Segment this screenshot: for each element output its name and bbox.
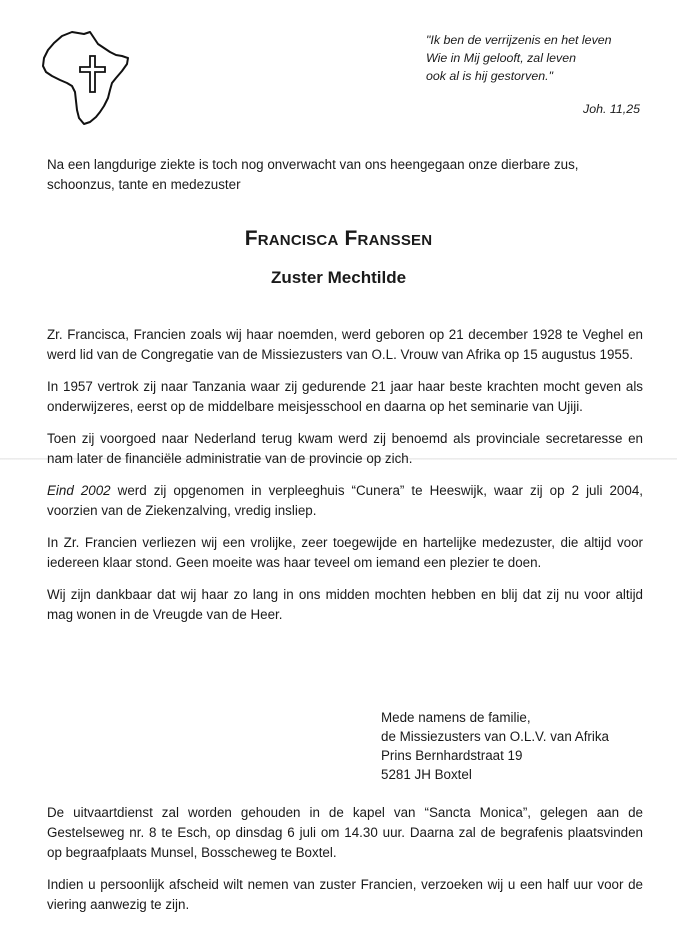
verse-line: Wie in Mij gelooft, zal leven <box>426 51 577 65</box>
italic-phrase: Eind 2002 <box>47 483 111 498</box>
verse-line: ook al is hij gestorven." <box>426 69 553 83</box>
signature-address: Prins Bernhardstraat 19 <box>381 748 523 763</box>
paragraph-text: werd zij opgenomen in verpleeghuis “Cunera” te Heeswijk, waar zij op 2 juli 2004, voorzien van de Ziekenzalving, vredig insliep. <box>47 483 643 518</box>
paragraph-character: In Zr. Francien verliezen wij een vrolijke, zeer toegewijde en hartelijke medezuster, die altijd voor iedereen klaar stond. Geen moeite was haar teveel om iemand een plezier te doen. <box>47 535 643 570</box>
signature-line: de Missiezusters van O.L.V. van Afrika <box>381 729 609 744</box>
africa-cross-icon <box>40 26 134 130</box>
funeral-details <box>47 803 643 927</box>
signature-block <box>381 708 609 784</box>
paragraph-birth: Zr. Francisca, Francien zoals wij haar noemden, werd geboren op 21 december 1928 te Veghel en werd lid van de Congregatie van de Missiezusters van O.L. Vrouw van Afrika op 15 augustus 1955. <box>47 327 643 362</box>
intro-text: Na een langdurige ziekte is toch nog onverwacht van ons heengegaan onze dierbare zus, schoonzus, tante en medezuster <box>47 157 579 192</box>
paragraph-gratitude: Wij zijn dankbaar dat wij haar zo lang in ons midden mochten hebben en blij dat zij nu voor altijd mag wonen in de Vreugde van de Heer. <box>47 587 643 622</box>
paragraph-netherlands: Toen zij voorgoed naar Nederland terug kwam werd zij benoemd als provinciale secretaresse en nam later de financiële administratie van de provincie op zich. <box>47 431 643 466</box>
biography <box>47 325 643 637</box>
bible-verse <box>426 31 666 85</box>
paragraph-tanzania: In 1957 vertrok zij naar Tanzania waar zij gedurende 21 jaar haar beste krachten mocht geven als onderwijzeres, eerst op de middelbare meisjesschool en daarna op het seminarie van Ujiji. <box>47 379 643 414</box>
signature-line: Mede namens de familie, <box>381 710 531 725</box>
paragraph-farewell: Indien u persoonlijk afscheid wilt nemen van zuster Francien, verzoeken wij u een half uur voor de viering aanwezig te zijn. <box>47 877 643 912</box>
signature-postcode: 5281 JH Boxtel <box>381 767 472 782</box>
paragraph-funeral: De uitvaartdienst zal worden gehouden in de kapel van “Sancta Monica”, gelegen aan de Gestelseweg nr. 8 te Esch, op dinsdag 6 juli om 14.30 uur. Daarna zal de begrafenis plaatsvinden op begraafplaats Munsel, Bosscheweg te Boxtel. <box>47 805 643 860</box>
paragraph-passing <box>47 481 643 521</box>
deceased-name: Francisca Franssen <box>244 227 433 250</box>
verse-line: "Ik ben de verrijzenis en het leven <box>426 33 612 47</box>
verse-reference: Joh. 11,25 <box>583 102 640 116</box>
religious-name: Zuster Mechtilde <box>270 268 407 287</box>
